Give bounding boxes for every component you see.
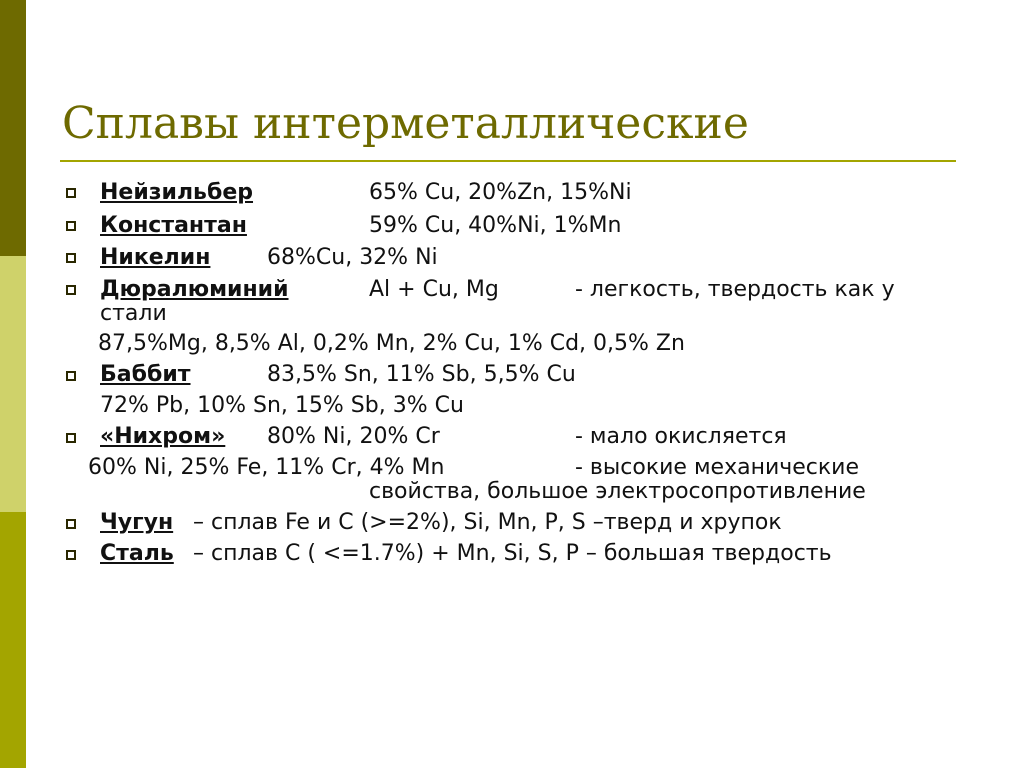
alloy-property-continued: стали (100, 301, 167, 326)
alloy-term: Баббит (100, 362, 191, 387)
bullet-square-icon (66, 253, 76, 263)
alloy-composition: 68%Cu, 32% Ni (267, 245, 438, 270)
alloy-composition: 80% Ni, 20% Cr (267, 424, 440, 449)
alloy-composition: 83,5% Sn, 11% Sb, 5,5% Cu (267, 362, 576, 387)
alloy-term: Сталь (100, 541, 174, 566)
alloy-description: – сплав С ( <=1.7%) + Mn, Si, S, P – большая твердость (193, 541, 832, 566)
alloy-term: Никелин (100, 245, 211, 270)
alloy-term: Константан (100, 213, 247, 238)
alloy-subline: 72% Pb, 10% Sn, 15% Sb, 3% Cu (100, 393, 464, 418)
alloy-property: - легкость, твердость как у (575, 277, 895, 302)
slide-title: Сплавы интерметаллические (62, 98, 749, 149)
title-underline (60, 160, 956, 162)
alloy-description: – сплав Fe и C (>=2%), Si, Mn, P, S –тверд и хрупок (193, 510, 782, 535)
alloy-property: - мало окисляется (575, 424, 787, 449)
bullet-square-icon (66, 285, 76, 295)
side-bar-dark (0, 0, 26, 256)
side-bar-mid (0, 512, 26, 768)
alloy-term: Нейзильбер (100, 180, 254, 205)
alloy-composition: 59% Cu, 40%Ni, 1%Mn (369, 213, 622, 238)
bullet-square-icon (66, 188, 76, 198)
side-bar-light (0, 256, 26, 512)
bullet-square-icon (66, 433, 76, 443)
alloy-subline-property: - высокие механические (575, 455, 860, 480)
alloy-term: Дюралюминий (100, 277, 289, 302)
alloy-subline-property-continued: свойства, большое электросопротивление (369, 479, 866, 504)
alloy-term: Чугун (100, 510, 174, 535)
bullet-square-icon (66, 519, 76, 529)
alloy-composition: 65% Cu, 20%Zn, 15%Ni (369, 180, 632, 205)
alloy-term: «Нихром» (100, 424, 226, 449)
bullet-square-icon (66, 550, 76, 560)
bullet-square-icon (66, 221, 76, 231)
alloy-composition: Al + Cu, Mg (369, 277, 499, 302)
alloy-subline: 87,5%Mg, 8,5% Al, 0,2% Mn, 2% Cu, 1% Cd, 0,5% Zn (98, 331, 685, 356)
bullet-square-icon (66, 371, 76, 381)
alloy-subline: 60% Ni, 25% Fe, 11% Cr, 4% Mn (88, 455, 445, 480)
